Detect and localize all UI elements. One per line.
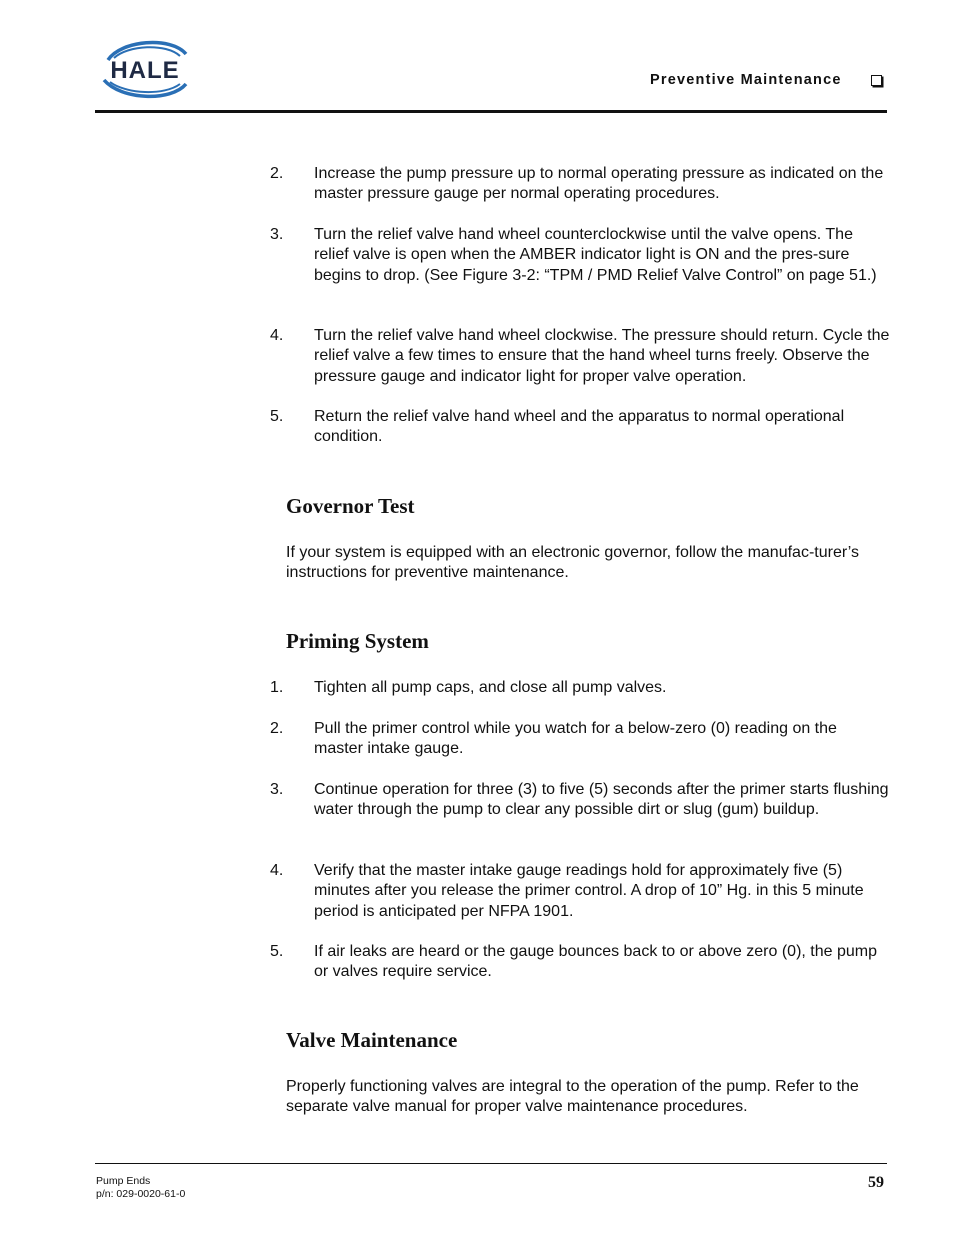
list-item [270,719,890,760]
valve-paragraph: Properly functioning valves are integral to the operation of the pump. Refer to the separate valve manual for proper valve maintenance procedures. [286,1078,859,1116]
footer-doc-title: Pump Ends [96,1175,151,1187]
step-text: Pull the primer control while you watch for a below-zero (0) reading on the master intake gauge. [314,720,837,758]
step-number: 5. [270,943,284,960]
step-text: If air leaks are heard or the gauge bounces back to or above zero (0), the pump or valves require service. [314,943,877,981]
list-item [270,225,890,286]
section-heading-valve: Valve Maintenance [286,1028,458,1052]
step-number: 2. [270,720,284,737]
hale-logo [96,38,194,100]
list-item [270,678,890,698]
footer-part-number: p/n: 029-0020-61-0 [96,1188,186,1200]
logo-text: HALE [110,57,180,84]
list-item [270,942,890,983]
step-number: 5. [270,408,284,425]
step-number: 4. [270,862,284,879]
step-number: 4. [270,327,284,344]
step-text: Verify that the master intake gauge readings hold for approximately five (5) minutes after you release the primer control. A drop of 10” Hg. in this 5 minute period is anticipated per NFPA 1901. [314,862,864,920]
step-number: 1. [270,679,284,696]
list-item [270,164,890,205]
list-item [270,861,890,922]
footer-divider [95,1163,887,1164]
governor-paragraph: If your system is equipped with an electronic governor, follow the manufac-turer’s instructions for preventive maintenance. [286,544,860,582]
footer-doc-info [96,1175,185,1201]
list-item [270,780,890,821]
page-number: 59 [868,1174,884,1191]
step-number: 2. [270,165,284,182]
step-text: Return the relief valve hand wheel and the apparatus to normal operational condition. [314,408,845,446]
list-item [270,326,890,387]
step-text: Continue operation for three (3) to five (5) seconds after the primer starts flushing water through the pump to clear any possible dirt or slug (gum) buildup. [314,781,889,819]
step-text: Turn the relief valve hand wheel clockwise. The pressure should return. Cycle the relief valve a few times to ensure that the hand wheel turns freely. Observe the pressure gauge and indicator light for proper valve operation. [314,327,890,385]
section-heading-priming: Priming System [286,629,429,653]
step-text: Turn the relief valve hand wheel counterclockwise until the valve opens. The relief valve is open when the AMBER indicator light is ON and the pres-sure begins to drop. (See Figure 3-2: “TPM / PMD Relief Valve Control” on page 51.) [314,226,877,284]
step-text: Tighten all pump caps, and close all pump valves. [314,679,667,696]
step-text: Increase the pump pressure up to normal operating pressure as indicated on the master pressure gauge per normal operating procedures. [314,165,884,203]
section-heading-governor: Governor Test [286,494,415,518]
step-number: 3. [270,226,284,243]
list-item [270,407,890,448]
header-checkbox-glyph [871,75,882,86]
step-number: 3. [270,781,284,798]
header-section-title: Preventive Maintenance [650,72,842,88]
header-divider [95,110,887,113]
